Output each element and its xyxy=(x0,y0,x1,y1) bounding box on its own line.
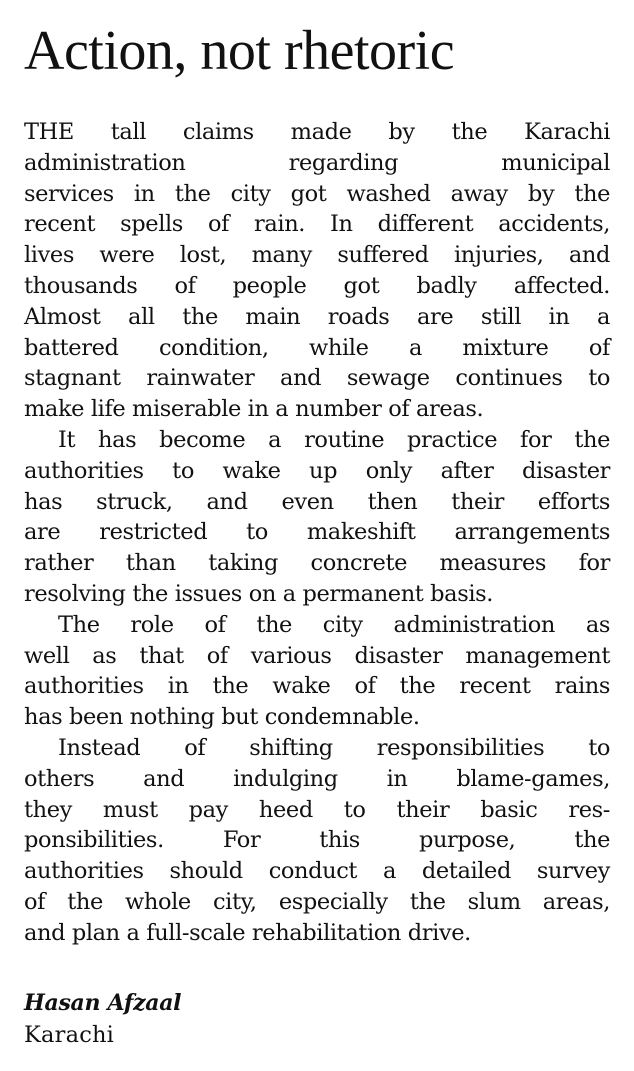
text-line: battered condition, while a mixture of xyxy=(24,334,610,361)
text-line: Instead of shifting responsibilities to xyxy=(58,734,610,761)
text-line: and plan a full-scale rehabilitation drive. xyxy=(24,919,471,946)
paragraph xyxy=(24,425,610,610)
text-line: The role of the city administration as xyxy=(58,611,610,638)
text-line: stagnant rainwater and sewage continues to xyxy=(24,365,610,392)
text-line: of the whole city, especially the slum areas, xyxy=(24,888,610,915)
text-line: thousands of people got badly affected. xyxy=(24,272,610,299)
paragraph xyxy=(24,733,610,949)
text-line: has struck, and even then their efforts xyxy=(24,488,610,515)
paragraph xyxy=(24,610,610,733)
text-line: lives were lost, many suffered injuries, and xyxy=(24,242,610,269)
text-line: are restricted to makeshift arrangements xyxy=(24,519,610,546)
author-city: Karachi xyxy=(24,1022,115,1048)
text-line: recent spells of rain. In different accidents, xyxy=(24,211,610,238)
text-line: THE tall claims made by the Karachi xyxy=(24,119,610,145)
text-line: others and indulging in blame-games, xyxy=(24,765,610,792)
text-line: Almost all the main roads are still in a xyxy=(24,303,610,330)
signature xyxy=(24,986,424,1050)
text-line: has been nothing but condemnable. xyxy=(24,704,420,731)
text-line: they must pay heed to their basic res- xyxy=(24,796,610,823)
text-line: rather than taking concrete measures for xyxy=(24,550,610,577)
text-line: It has become a routine practice for the xyxy=(58,426,610,453)
text-line: authorities in the wake of the recent rains xyxy=(24,673,610,700)
author-name: Hasan Afzaal xyxy=(24,990,182,1016)
text-line: resolving the issues on a permanent basis. xyxy=(24,580,494,607)
letter-body xyxy=(24,117,610,949)
text-line: make life miserable in a number of areas. xyxy=(24,396,484,423)
headline: Action, not rhetoric xyxy=(24,20,455,82)
text-line: services in the city got washed away by the xyxy=(24,180,610,207)
text-line: authorities to wake up only after disaster xyxy=(24,457,610,484)
text-line: authorities should conduct a detailed survey xyxy=(24,858,610,885)
text-line: well as that of various disaster management xyxy=(24,642,610,669)
text-line: administration regarding municipal xyxy=(24,149,610,176)
text-line: ponsibilities. For this purpose, the xyxy=(24,827,610,854)
paragraph xyxy=(24,117,610,425)
